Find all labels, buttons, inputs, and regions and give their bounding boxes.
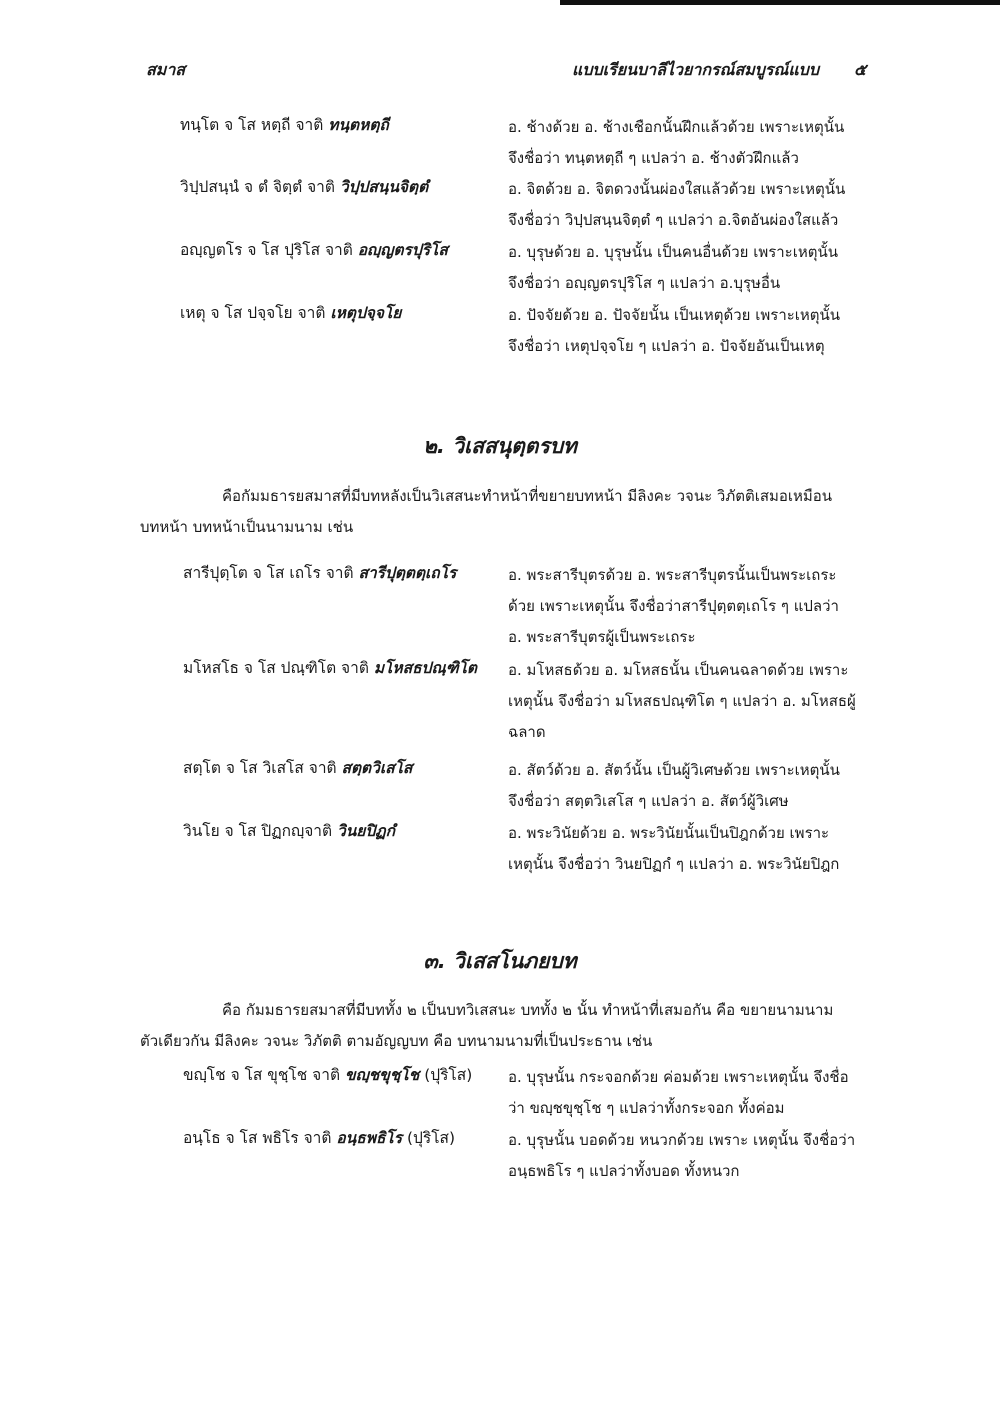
entry-gloss: อ. พระวินัยด้วย อ. พระวินัยนั้นเป็นปิฎกด้วย เพราะ เหตุนั้น จึงชื่อว่า วินยปิฏกํ ๆ แปลว่า อ. พระวินัยปิฎก: [508, 824, 840, 873]
entry-gloss: อ. จิตด้วย อ. จิตดวงนั้นผ่องใสแล้วด้วย เพราะเหตุนั้น จึงชื่อว่า วิปฺปสนฺนจิตฺตํ ๆ แปลว่า อ.จิตอันผ่องใสแล้ว: [508, 180, 846, 229]
entry-compound: ขญฺชขุชฺโช: [344, 1066, 420, 1084]
entry-term: สารีปุตฺโต จ โส เถโร จาติ สารีปุตฺตตฺเถโร: [183, 564, 457, 582]
entry-compound: อนฺธพธิโร: [336, 1129, 403, 1147]
entry-term: อญฺญตโร จ โส ปุริโส จาติ อญฺญตรปุริโส: [180, 241, 448, 259]
entry-gloss: อ. มโหสธด้วย อ. มโหสธนั้น เป็นคนฉลาดด้วย เพราะ เหตุนั้น จึงชื่อว่า มโหสธปณฺฑิโต ๆ แปลว่า อ. มโหสธผู้ ฉลาด: [508, 661, 856, 741]
entry-gloss: อ. บุรุษนั้น บอดด้วย หนวกด้วย เพราะ เหตุนั้น จึงชื่อว่า อนฺธพธิโร ๆ แปลว่าทั้งบอด ทั้งหนวก: [508, 1131, 856, 1180]
section-2-intro-line-2: บทหน้า บทหน้าเป็นนามนาม เช่น: [140, 518, 354, 536]
section-3-title: ๓. วิเสสโนภยบท: [423, 949, 577, 973]
entry-compound: สตฺตวิเสโส: [341, 759, 413, 777]
entry-compound: สารีปุตฺตตฺเถโร: [358, 564, 457, 582]
entry-term: ทนฺโต จ โส หตฺถี จาติ ทนฺตหตฺถี: [180, 116, 389, 134]
section-3-intro-line-1: คือ กัมมธารยสมาสที่มีบททั้ง ๒ เป็นบทวิเสสนะ บททั้ง ๒ นั้น ทำหน้าที่เสมอกัน คือ ขยายนามนาม: [222, 1001, 834, 1019]
entry-compound: วิปฺปสนฺนจิตฺตํ: [339, 178, 429, 196]
entry-gloss: อ. ปัจจัยด้วย อ. ปัจจัยนั้น เป็นเหตุด้วย เพราะเหตุนั้น จึงชื่อว่า เหตุปจฺจโย ๆ แปลว่า อ. ปัจจัยอันเป็นเหตุ: [508, 306, 841, 355]
section-2-intro-line-1: คือกัมมธารยสมาสที่มีบทหลังเป็นวิเสสนะทำหน้าที่ขยายบทหน้า มีลิงคะ วจนะ วิภัตติเสมอเหมือน: [222, 487, 833, 505]
page-number: ๕: [854, 60, 867, 79]
entry-term: วิปฺปสนฺนํ จ ตํ จิตฺตํ จาติ วิปฺปสนฺนจิตฺตํ: [180, 178, 429, 196]
entry-gloss: อ. บุรุษด้วย อ. บุรุษนั้น เป็นคนอื่นด้วย เพราะเหตุนั้น จึงชื่อว่า อญฺญตรปุริโส ๆ แปลว่า อ.บุรุษอื่น: [508, 243, 839, 292]
entry-term: เหตุ จ โส ปจฺจโย จาติ เหตุปจฺจโย: [180, 304, 402, 322]
entry-term: อนฺโธ จ โส พธิโร จาติ อนฺธพธิโร (ปุริโส): [183, 1129, 456, 1147]
entry-gloss: อ. สัตว์ด้วย อ. สัตว์นั้น เป็นผู้วิเศษด้วย เพราะเหตุนั้น จึงชื่อว่า สตฺตวิเสโส ๆ แปลว่า อ. สัตว์ผู้วิเศษ: [508, 761, 840, 810]
entry-compound: มโหสธปณฺฑิโต: [373, 659, 478, 677]
entry-compound: อญฺญตรปุริโส: [357, 241, 448, 259]
entry-compound: ทนฺตหตฺถี: [328, 116, 389, 134]
entry-gloss: อ. พระสารีบุตรด้วย อ. พระสารีบุตรนั้นเป็นพระเถระ ด้วย เพราะเหตุนั้น จึงชื่อว่าสารีปุตฺตตฺเถโร ๆ แปลว่า อ. พระสารีบุตรผู้เป็นพระเถระ: [508, 566, 839, 646]
top-rule: [560, 0, 1000, 5]
entry-gloss: อ. บุรุษนั้น กระจอกด้วย ค่อมด้วย เพราะเหตุนั้น จึงชื่อ ว่า ขญฺชขุชฺโช ๆ แปลว่าทั้งกระจอก ทั้งค่อม: [508, 1068, 849, 1117]
section-3-intro-line-2: ตัวเดียวกัน มีลิงคะ วจนะ วิภัตติ ตามอัญญบท คือ บทนามนามที่เป็นประธาน เช่น: [140, 1032, 653, 1050]
entry-term: มโหสโธ จ โส ปณฺฑิโต จาติ มโหสธปณฺฑิโต: [183, 659, 478, 677]
entry-compound: เหตุปจฺจโย: [330, 304, 402, 322]
entry-gloss: อ. ช้างด้วย อ. ช้างเชือกนั้นฝึกแล้วด้วย เพราะเหตุนั้น จึงชื่อว่า ทนฺตหตฺถี ๆ แปลว่า อ. ช้างตัวฝึกแล้ว: [508, 118, 845, 167]
running-header-title: แบบเรียนบาลีไวยากรณ์สมบูรณ์แบบ: [572, 60, 819, 79]
entry-compound: วินยปิฏกํ: [336, 822, 395, 840]
entry-term: ขญฺโช จ โส ขุชฺโช จาติ ขญฺชขุชฺโช (ปุริโส): [183, 1066, 473, 1084]
section-2-title: ๒. วิเสสนุตฺตรบท: [423, 434, 577, 458]
running-header-left: สมาส: [146, 60, 186, 79]
entry-term: วินโย จ โส ปิฏกญฺจาติ วินยปิฏกํ: [183, 822, 395, 840]
entry-term: สตฺโต จ โส วิเสโส จาติ สตฺตวิเสโส: [183, 759, 413, 777]
